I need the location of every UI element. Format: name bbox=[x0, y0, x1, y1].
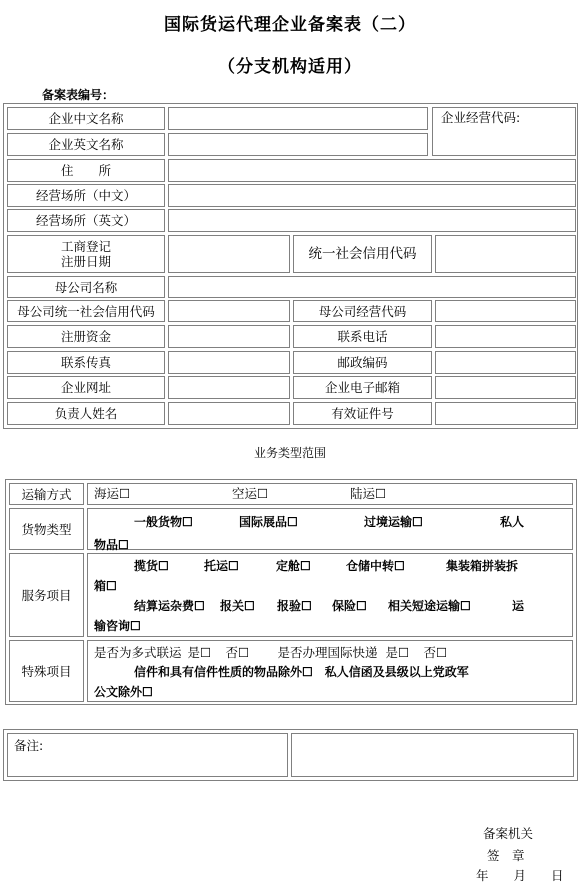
special-express-label: 是否办理国际快递 bbox=[277, 645, 378, 660]
service-label: 服务项目 bbox=[9, 553, 84, 637]
phone-field[interactable] bbox=[435, 325, 576, 348]
special-multimodal-label: 是否为多式联运 bbox=[94, 645, 182, 660]
special-private-letters-checkbox[interactable]: 私人信函及县级以上党政军 bbox=[324, 665, 469, 679]
remarks-field[interactable] bbox=[7, 733, 288, 777]
place-cn-label: 经营场所（中文） bbox=[7, 184, 165, 207]
parent-name-field[interactable] bbox=[168, 276, 576, 298]
postcode-label: 邮政编码 bbox=[293, 351, 432, 374]
service-booking-checkbox[interactable]: 定舱☐ bbox=[276, 559, 311, 573]
cargo-general-checkbox[interactable]: 一般货物☐ bbox=[134, 515, 193, 529]
parent-credit-label: 母公司统一社会信用代码 bbox=[7, 300, 165, 322]
service-storage-checkbox[interactable]: 仓储中转☐ bbox=[346, 559, 405, 573]
parent-biz-code-field[interactable] bbox=[435, 300, 576, 322]
special-options bbox=[87, 640, 573, 702]
cargo-exhibit-checkbox[interactable]: 国际展品☐ bbox=[239, 515, 298, 529]
capital-field[interactable] bbox=[168, 325, 290, 348]
service-consult-checkbox[interactable]: 运 bbox=[512, 599, 525, 613]
reg-date-label-line1: 工商登记 bbox=[60, 239, 111, 254]
special-private-letters-checkbox-cont[interactable]: 公文除外☐ bbox=[94, 685, 153, 699]
service-customs-checkbox[interactable]: 报关☐ bbox=[220, 599, 255, 613]
service-container-checkbox-cont[interactable]: 箱☐ bbox=[94, 579, 117, 593]
cargo-transit-checkbox[interactable]: 过境运输☐ bbox=[364, 515, 423, 529]
special-express-yes-checkbox[interactable]: 是☐ bbox=[385, 645, 410, 660]
service-settle-checkbox[interactable]: 结算运杂费☐ bbox=[134, 599, 205, 613]
transport-land-checkbox[interactable]: 陆运☐ bbox=[350, 486, 387, 501]
service-options bbox=[87, 553, 573, 637]
service-insure-checkbox[interactable]: 保险☐ bbox=[332, 599, 367, 613]
email-field[interactable] bbox=[435, 376, 576, 399]
parent-credit-field[interactable] bbox=[168, 300, 290, 322]
place-en-field[interactable] bbox=[168, 209, 576, 232]
credit-code-label: 统一社会信用代码 bbox=[293, 235, 432, 273]
cn-name-field[interactable] bbox=[168, 107, 428, 130]
sign-authority: 备案机关 bbox=[483, 826, 534, 841]
record-number-label: 备案表编号： bbox=[42, 88, 115, 102]
cargo-private-checkbox-cont[interactable]: 物品☐ bbox=[94, 538, 129, 552]
credit-code-field[interactable] bbox=[435, 235, 576, 273]
service-solicit-checkbox[interactable]: 揽货☐ bbox=[134, 559, 169, 573]
service-consign-checkbox[interactable]: 托运☐ bbox=[204, 559, 239, 573]
service-short-transport-checkbox[interactable]: 相关短途运输☐ bbox=[388, 599, 471, 613]
special-multimodal-no-checkbox[interactable]: 否☐ bbox=[225, 645, 250, 660]
fax-field[interactable] bbox=[168, 351, 290, 374]
parent-name-label: 母公司名称 bbox=[7, 276, 165, 298]
special-express-no-checkbox[interactable]: 否☐ bbox=[423, 645, 448, 660]
service-container-checkbox[interactable]: 集装箱拼装拆 bbox=[446, 559, 519, 573]
transport-label: 运输方式 bbox=[9, 483, 84, 505]
manager-label: 负责人姓名 bbox=[7, 402, 165, 425]
special-label: 特殊项目 bbox=[9, 640, 84, 702]
special-multimodal-yes-checkbox[interactable]: 是☐ bbox=[187, 645, 212, 660]
sign-date: 年 月 日 bbox=[476, 868, 564, 883]
service-consult-checkbox-cont[interactable]: 输咨询☐ bbox=[94, 619, 141, 633]
postcode-field[interactable] bbox=[435, 351, 576, 374]
reg-date-label bbox=[7, 235, 165, 273]
en-name-label: 企业英文名称 bbox=[7, 133, 165, 156]
website-label: 企业网址 bbox=[7, 376, 165, 399]
reg-date-label-line2: 注册日期 bbox=[60, 254, 111, 269]
website-field[interactable] bbox=[168, 376, 290, 399]
transport-sea-checkbox[interactable]: 海运☐ bbox=[94, 486, 131, 501]
address-label: 住 所 bbox=[7, 159, 165, 182]
special-letters-checkbox[interactable]: 信件和具有信件性质的物品除外☐ bbox=[134, 665, 313, 679]
cn-name-label: 企业中文名称 bbox=[7, 107, 165, 130]
id-no-label: 有效证件号 bbox=[293, 402, 432, 425]
email-label: 企业电子邮箱 bbox=[293, 376, 432, 399]
en-name-field[interactable] bbox=[168, 133, 428, 156]
business-scope-title: 业务类型范围 bbox=[253, 446, 326, 460]
place-en-label: 经营场所（英文） bbox=[7, 209, 165, 232]
transport-options bbox=[87, 483, 573, 505]
cargo-label: 货物类型 bbox=[9, 508, 84, 550]
form-title: 国际货运代理企业备案表（二） bbox=[164, 15, 416, 35]
cargo-options bbox=[87, 508, 573, 550]
form-subtitle: （分支机构适用） bbox=[218, 57, 362, 77]
sign-seal: 签 章 bbox=[487, 848, 525, 863]
id-no-field[interactable] bbox=[435, 402, 576, 425]
cargo-private-checkbox[interactable]: 私人 bbox=[500, 515, 525, 529]
remarks-label: 备注: bbox=[14, 738, 44, 753]
address-field[interactable] bbox=[168, 159, 576, 182]
fax-label: 联系传真 bbox=[7, 351, 165, 374]
transport-air-checkbox[interactable]: 空运☐ bbox=[232, 486, 269, 501]
place-cn-field[interactable] bbox=[168, 184, 576, 207]
service-inspect-checkbox[interactable]: 报验☐ bbox=[277, 599, 312, 613]
manager-field[interactable] bbox=[168, 402, 290, 425]
phone-label: 联系电话 bbox=[293, 325, 432, 348]
parent-biz-code-label: 母公司经营代码 bbox=[293, 300, 432, 322]
biz-code-label[interactable]: 企业经营代码: bbox=[432, 107, 576, 156]
remarks-right-field[interactable] bbox=[291, 733, 574, 777]
capital-label: 注册资金 bbox=[7, 325, 165, 348]
reg-date-field[interactable] bbox=[168, 235, 290, 273]
